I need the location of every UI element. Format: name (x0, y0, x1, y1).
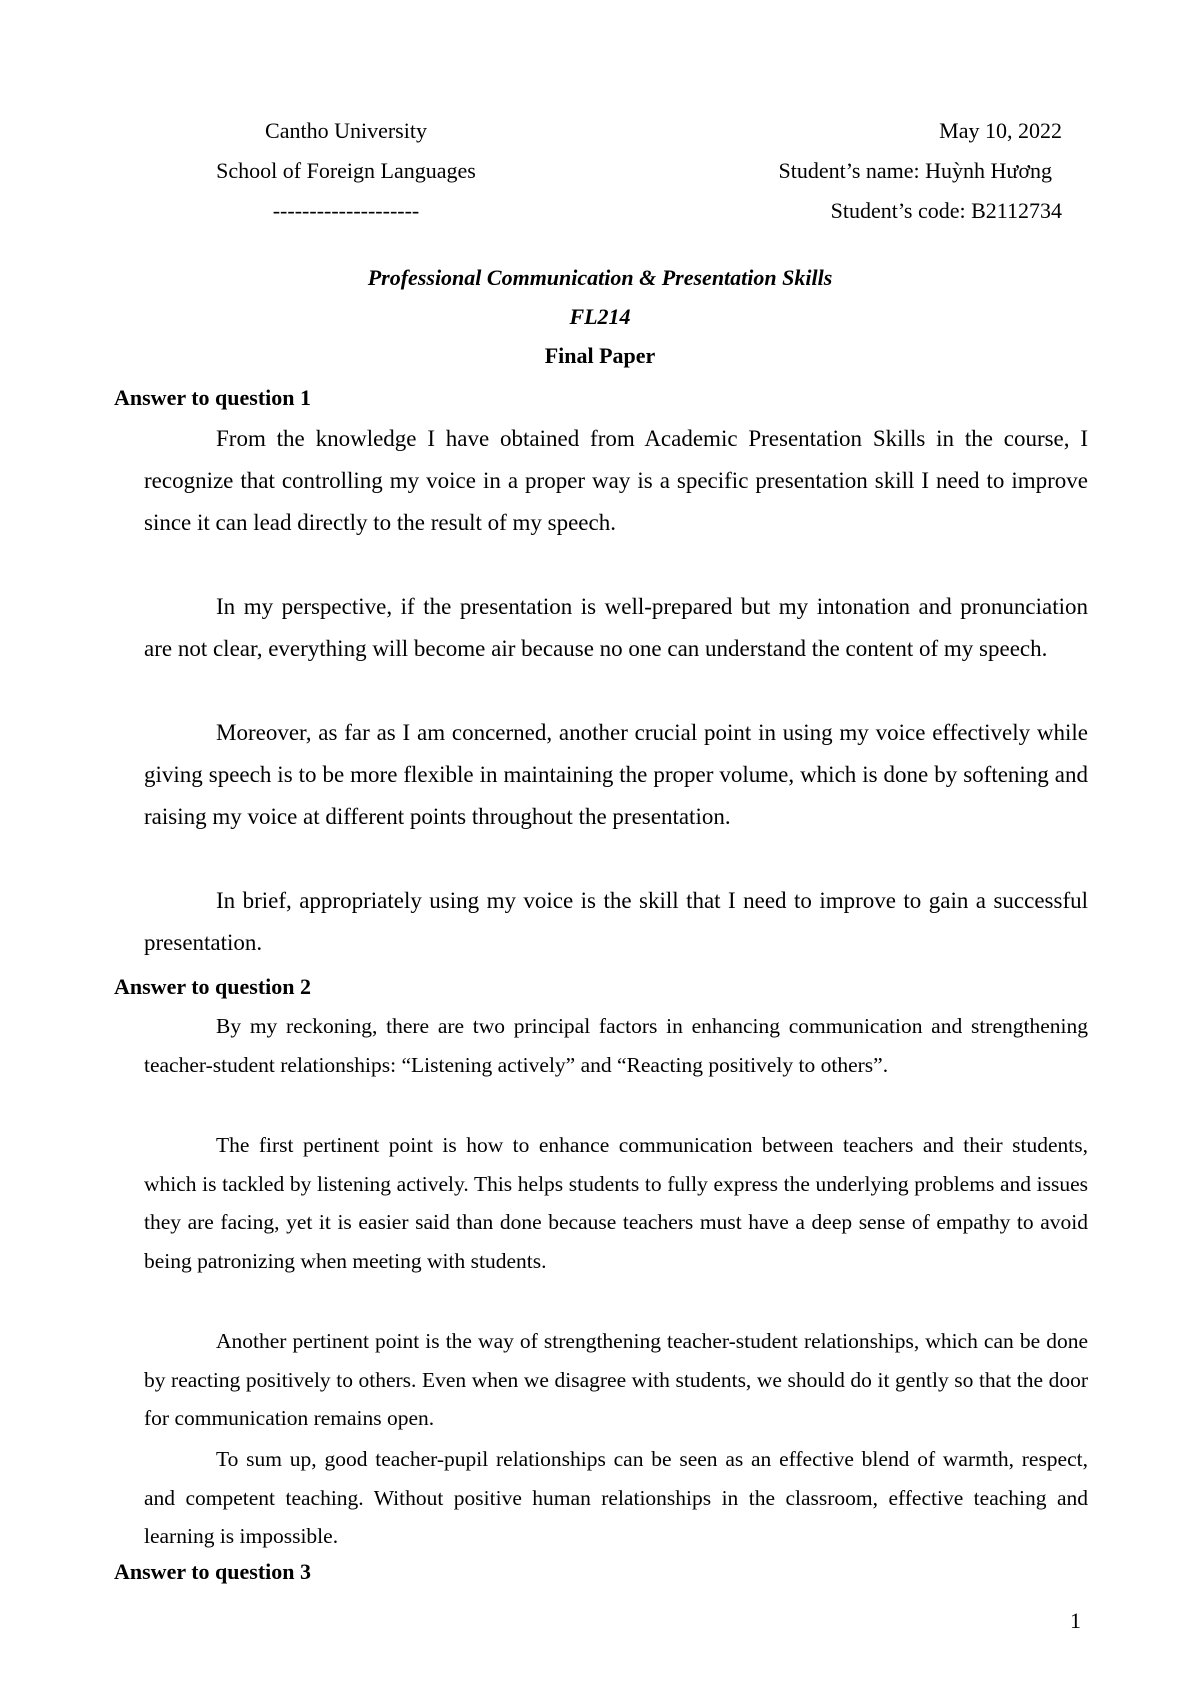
course-code: FL214 (569, 304, 631, 329)
heading-question-3: Answer to question 3 (114, 1559, 312, 1584)
paragraph: To sum up, good teacher-pupil relationships can be seen as an effective blend of warmth, respect, and competent teaching. Without positive human relationships in the classroom, effective teaching and learning is impossible. (144, 1447, 1088, 1548)
header-institution (186, 111, 506, 231)
paragraph: In my perspective, if the presentation is well-prepared but my intonation and pronunciation are not clear, everything will become air because no one can understand the content of my speech. (144, 594, 1088, 661)
paragraph: Moreover, as far as I am concerned, another crucial point in using my voice effectively while giving speech is to be more flexible in maintaining the proper volume, which is done by softening and raising my voice at different points throughout the presentation. (144, 720, 1088, 829)
header-divider: -------------------- (272, 198, 420, 223)
paragraph: In brief, appropriately using my voice is the skill that I need to improve to gain a successful presentation. (144, 888, 1088, 955)
header-student-info (700, 111, 1062, 231)
school-name: School of Foreign Languages (216, 158, 476, 183)
page-number: 1 (1070, 1608, 1081, 1633)
student-code: Student’s code: B2112734 (830, 198, 1062, 223)
university-name: Cantho University (265, 118, 427, 143)
paragraph: From the knowledge I have obtained from Academic Presentation Skills in the course, I recognize that controlling my voice in a proper way is a specific presentation skill I need to improve since it can lead directly to the result of my speech. (144, 426, 1088, 535)
course-title: Professional Communication & Presentation Skills (367, 265, 833, 290)
title-block (0, 258, 1200, 375)
student-name: Student’s name: Huỳnh Hương (778, 158, 1052, 183)
paragraph: The first pertinent point is how to enhance communication between teachers and their students, which is tackled by listening actively. This helps students to fully express the underlying problems and issues they are facing, yet it is easier said than done because teachers must have a deep sense of empathy to avoid being patronizing when meeting with students. (144, 1133, 1088, 1273)
paragraph: Another pertinent point is the way of strengthening teacher-student relationships, which can be done by reacting positively to others. Even when we disagree with students, we should do it gently so that the door for communication remains open. (144, 1329, 1088, 1430)
paper-title: Final Paper (544, 343, 656, 368)
date: May 10, 2022 (939, 118, 1062, 143)
paragraph: By my reckoning, there are two principal factors in enhancing communication and strengthening teacher-student relationships: “Listening actively” and “Reacting positively to others”. (144, 1014, 1088, 1077)
heading-question-1: Answer to question 1 (114, 385, 312, 410)
heading-question-2: Answer to question 2 (114, 974, 312, 999)
